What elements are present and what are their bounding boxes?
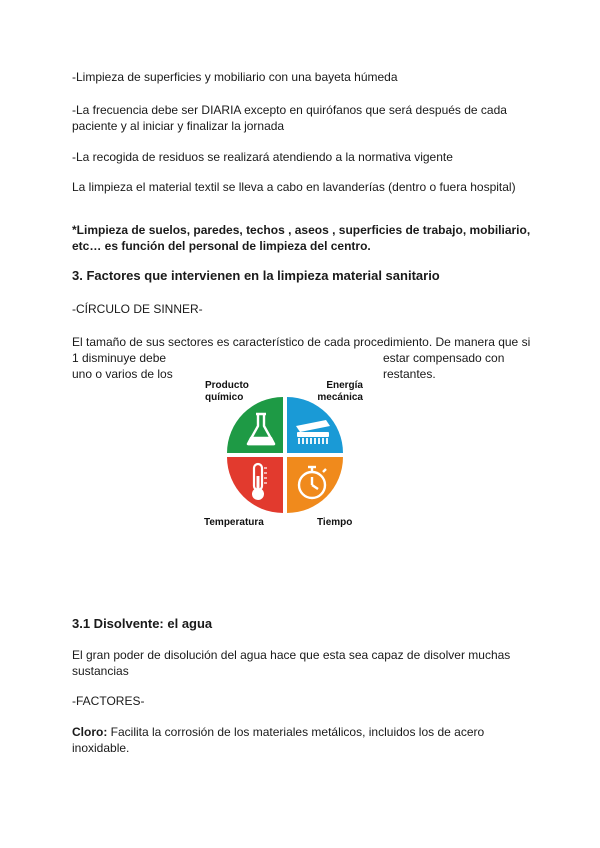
label-producto: Producto <box>205 380 249 391</box>
label-mecanica: mecánica <box>317 392 363 403</box>
section31-title: 3.1 Disolvente: el agua <box>72 616 213 631</box>
water-paragraph: El gran poder de disolución del agua hace que esta sea capaz de disolver muchas sustancias <box>72 648 511 678</box>
sinner-paragraph-line3-left: uno o varios de los <box>72 367 173 381</box>
cloro-text: Facilita la corrosión de los materiales metálicos, incluidos los de acero inoxidable. <box>72 725 485 755</box>
sinner-paragraph-line3-right: restantes. <box>383 367 436 381</box>
bullet-frequency: -La frecuencia debe ser DIARIA excepto en quirófanos que será después de cada paciente y al iniciar y finalizar la jornada <box>72 103 507 133</box>
sinner-circle-figure <box>200 376 370 532</box>
sinner-paragraph-line2-right: estar compensado con <box>383 351 505 365</box>
textile-note: La limpieza el material textil se lleva a cabo en lavanderías (dentro o fuera hospital) <box>72 180 516 194</box>
sinner-paragraph-line1: El tamaño de sus sectores es característico de cada procedimiento. De manera que si <box>72 335 531 349</box>
label-quimico: químico <box>205 392 244 403</box>
sinner-circle-label: -CÍRCULO DE SINNER- <box>72 302 203 316</box>
bullet-cleaning-surfaces: -Limpieza de superficies y mobiliario con una bayeta húmeda <box>72 70 398 84</box>
label-temperatura: Temperatura <box>204 517 264 528</box>
section3-title: 3. Factores que intervienen en la limpieza material sanitario <box>72 268 440 283</box>
sinner-paragraph-line2-left: 1 disminuye debe <box>72 351 167 365</box>
bullet-waste-collection: -La recogida de residuos se realizará atendiendo a la normativa vigente <box>72 150 453 164</box>
label-energia: Energía <box>326 380 363 391</box>
cloro-term: Cloro: <box>72 725 108 739</box>
cloro-paragraph <box>72 724 542 756</box>
quadrant-time <box>287 457 343 513</box>
factores-label: -FACTORES- <box>72 694 145 708</box>
floor-cleaning-note: *Limpieza de suelos, paredes, techos , aseos , superficies de trabajo, mobiliario, etc… es función del personal de limpieza del centro. <box>72 223 531 253</box>
label-tiempo: Tiempo <box>317 517 353 528</box>
